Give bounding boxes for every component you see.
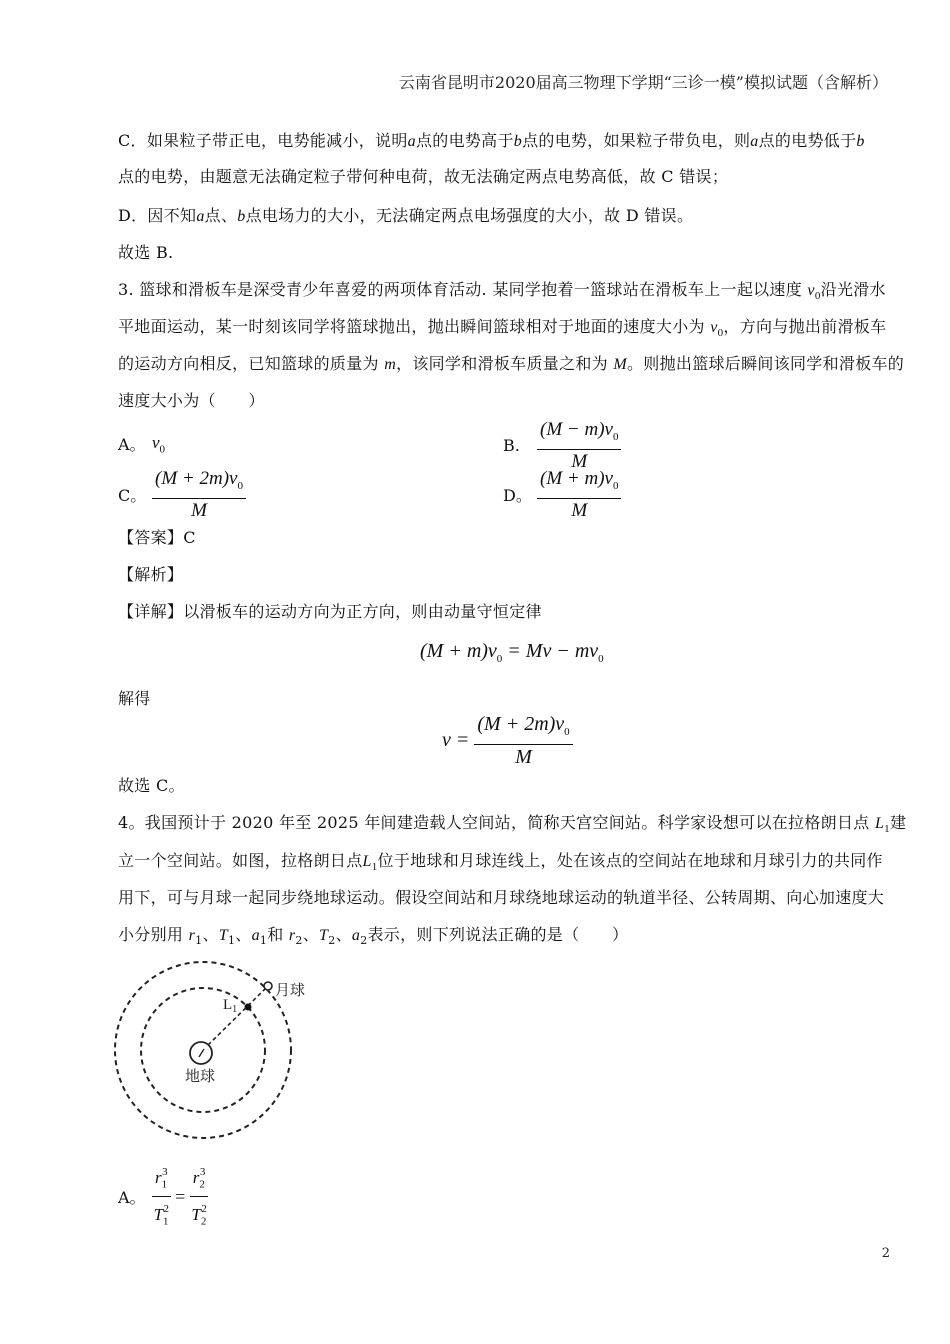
l1-point-icon	[245, 1004, 252, 1011]
q3-equation-momentum: $(M + m)v_0 = Mv - mv_0$	[420, 640, 604, 665]
q4-line3: 用下，可与月球一起同步绕地球运动。假设空间站和月球绕地球运动的轨道半径、公转周期、向心加速度大	[118, 888, 885, 907]
q3-line2: 平地面运动，某一时刻该同学将篮球抛出，抛出瞬间篮球相对于地面的速度大小为 $v_0$，方向与抛出前滑板车	[118, 317, 887, 340]
prev-option-c-line1: C．如果粒子带正电，电势能减小，说明a点的电势高于b点的电势，如果粒子带负电，则a点的电势低于b	[118, 131, 865, 150]
moon-label: 月球	[275, 981, 306, 999]
orbit-diagram	[108, 955, 313, 1150]
q3-option-d[interactable]: D。 $\frac{(M + m)v_0}{M}$	[503, 467, 621, 523]
moon-icon	[264, 982, 272, 990]
q3-option-c[interactable]: C。 $\frac{(M + 2m)v_0}{M}$	[118, 467, 246, 523]
q4-line4: 小分别用 $r_1$、$T_1$、$a_1$和 $r_2$、$T_2$、$a_2$表示，则下列说法正确的是（ ）	[118, 925, 629, 948]
earth-label: 地球	[185, 1067, 216, 1085]
prev-choose: 故选 B.	[118, 243, 174, 262]
q3-detail: 【详解】以滑板车的运动方向为正方向，则由动量守恒定律	[118, 602, 542, 621]
q3-line3: 的运动方向相反，已知篮球的质量为 m，该同学和滑板车质量之和为 M。则抛出篮球后瞬间该同学和滑板车的	[118, 354, 905, 373]
q3-equation-result: v = $\frac{(M + 2m)v_0}{M}$	[442, 712, 573, 769]
q3-solve: 解得	[118, 689, 151, 708]
l1-label: $L_1$	[223, 997, 238, 1015]
q4-line1: 4。我国预计于 2020 年至 2025 年间建造载人空间站，简称天宫空间站。科学家设想可以在拉格朗日点 $L_1$建	[118, 813, 907, 836]
q3-analysis: 【解析】	[118, 565, 184, 584]
q4-option-a[interactable]: A。 $\frac{r_1^3}{T_1^2}$ = $\frac{r_2^3}{T_2^2}$	[118, 1160, 208, 1234]
q3-answer: 【答案】C	[118, 528, 196, 547]
q3-option-a[interactable]: A。 $v_0$	[118, 433, 166, 456]
q4-line2: 立一个空间站。如图，拉格朗日点$L_1$位于地球和月球连线上，处在该点的空间站在地球和月球引力的共同作	[118, 851, 883, 874]
page-number: 2	[881, 1246, 890, 1261]
q3-choose: 故选 C。	[118, 776, 185, 795]
q3-option-b[interactable]: B. $\frac{(M - m)v_0}{M}$	[503, 418, 621, 474]
prev-option-c-line2: 点的电势，由题意无法确定粒子带何种电荷，故无法确定两点电势高低，故 C 错误；	[118, 167, 729, 186]
prev-option-d-line: D．因不知a点、b点电场力的大小，无法确定两点电场强度的大小，故 D 错误。	[118, 206, 694, 225]
q3-line1: 3. 篮球和滑板车是深受青少年喜爱的两项体育活动. 某同学抱着一篮球站在滑板车上一起以速度 $v_0$沿光滑水	[118, 280, 886, 303]
q3-line4: 速度大小为（ ）	[118, 391, 265, 410]
page-header: 云南省昆明市2020届高三物理下学期“三诊一模”模拟试题（含解析）	[398, 73, 888, 92]
